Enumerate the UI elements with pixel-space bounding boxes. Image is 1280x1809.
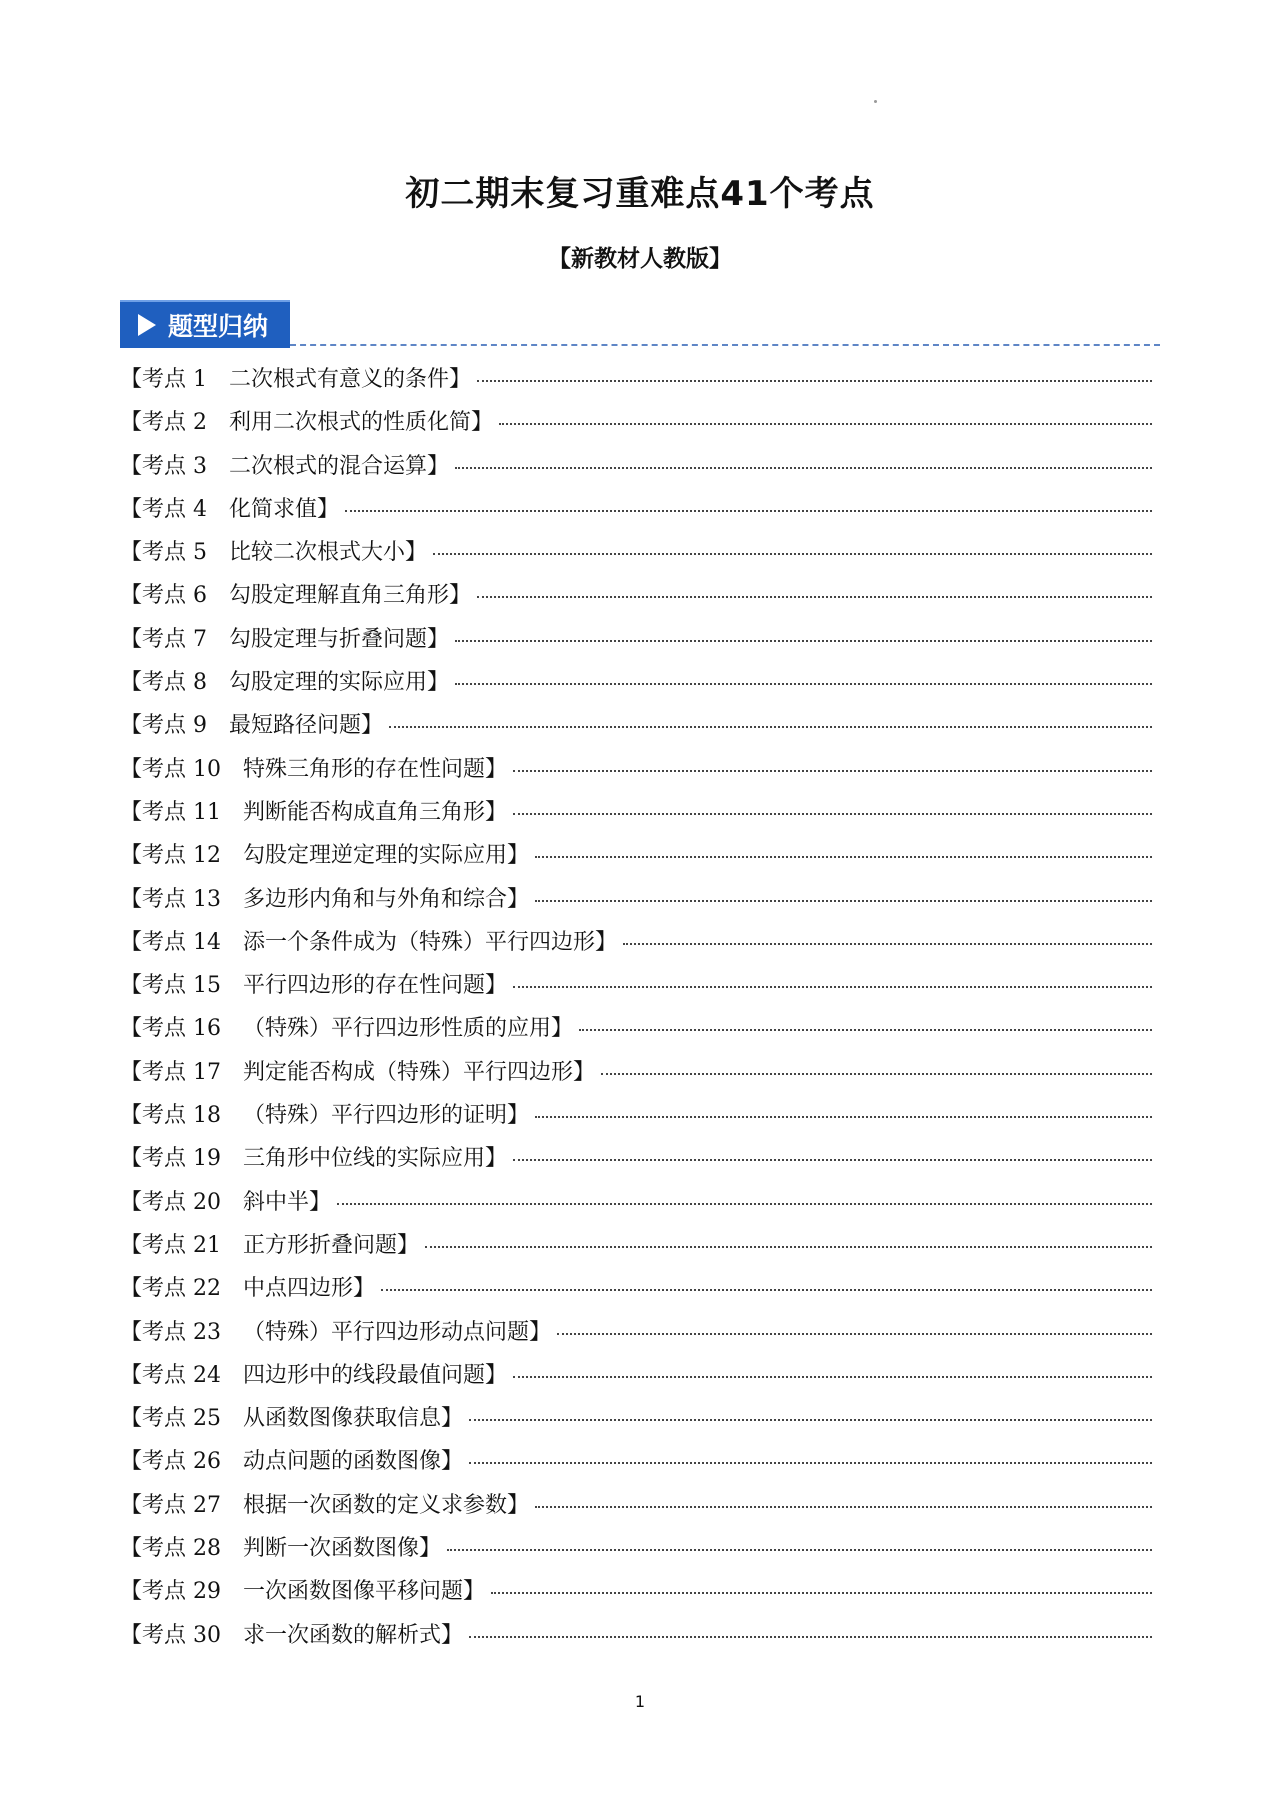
toc-item[interactable] [120, 795, 1152, 838]
toc-dot-leader [477, 380, 1152, 382]
toc-item[interactable] [120, 752, 1152, 795]
toc-item-title: 根据一次函数的定义求参数】 [243, 1492, 530, 1518]
toc-item-number: 【考点 30 [120, 1622, 221, 1648]
toc-item-number: 【考点 15 [120, 973, 221, 999]
toc-item-number: 【考点 26 [120, 1449, 221, 1475]
toc-item[interactable] [120, 1574, 1152, 1617]
toc-dot-leader [469, 1419, 1152, 1421]
toc-item-title: 三角形中位线的实际应用】 [243, 1146, 508, 1172]
toc-dot-leader [513, 813, 1152, 815]
toc-item[interactable] [120, 578, 1152, 621]
toc-dot-leader [389, 726, 1152, 728]
toc-item[interactable] [120, 1315, 1152, 1358]
toc-item-number: 【考点 20 [120, 1189, 221, 1215]
toc-dot-leader [477, 596, 1152, 598]
toc-item-number: 【考点 3 [120, 453, 207, 479]
toc-item-number: 【考点 11 [120, 799, 221, 825]
toc-item[interactable] [120, 535, 1152, 578]
toc-item-title: 从函数图像获取信息】 [243, 1406, 464, 1432]
toc-item-title: 一次函数图像平移问题】 [243, 1579, 486, 1605]
toc-item-number: 【考点 4 [120, 496, 207, 522]
toc-item-number: 【考点 27 [120, 1492, 221, 1518]
toc-dot-leader [455, 640, 1152, 642]
toc-item-title: 勾股定理与折叠问题】 [229, 626, 450, 652]
toc-item-number: 【考点 9 [120, 713, 207, 739]
toc-item-number: 【考点 17 [120, 1059, 221, 1085]
toc-item-number: 【考点 7 [120, 626, 207, 652]
toc-item[interactable] [120, 1358, 1152, 1401]
toc-item-title: 正方形折叠问题】 [243, 1232, 420, 1258]
toc-dot-leader [469, 1636, 1152, 1638]
toc-dot-leader [491, 1592, 1152, 1594]
toc-item[interactable] [120, 405, 1152, 448]
toc-item[interactable] [120, 1531, 1152, 1574]
toc-dot-leader [469, 1462, 1152, 1464]
toc-item-title: 比较二次根式大小】 [229, 540, 428, 566]
toc-item[interactable] [120, 882, 1152, 925]
toc-item-title: 勾股定理的实际应用】 [229, 670, 450, 696]
toc-item[interactable] [120, 925, 1152, 968]
toc-item[interactable] [120, 1401, 1152, 1444]
toc-item[interactable] [120, 665, 1152, 708]
toc-item-number: 【考点 12 [120, 843, 221, 869]
toc-item-number: 【考点 29 [120, 1579, 221, 1605]
toc-item-number: 【考点 6 [120, 583, 207, 609]
toc-item-title: 判定能否构成（特殊）平行四边形】 [243, 1059, 596, 1085]
toc-dot-leader [513, 986, 1152, 988]
section-tab [120, 300, 290, 348]
toc-item-number: 【考点 22 [120, 1276, 221, 1302]
toc-dot-leader [623, 943, 1152, 945]
toc-item-number: 【考点 5 [120, 540, 207, 566]
toc-item-title: 求一次函数的解析式】 [243, 1622, 464, 1648]
play-triangle-icon [138, 314, 156, 336]
toc-item-number: 【考点 1 [120, 367, 207, 392]
toc-item[interactable] [120, 1141, 1152, 1184]
toc-dot-leader [557, 1333, 1152, 1335]
toc-item-number: 【考点 14 [120, 929, 221, 955]
toc-item-number: 【考点 21 [120, 1232, 221, 1258]
toc-item-title: （特殊）平行四边形动点问题】 [243, 1319, 552, 1345]
toc-item[interactable] [120, 1098, 1152, 1141]
toc-dot-leader [455, 683, 1152, 685]
toc-item[interactable] [120, 1618, 1152, 1661]
toc-dot-leader [579, 1029, 1152, 1031]
toc-item-title: 最短路径问题】 [229, 713, 384, 739]
toc-dot-leader [455, 467, 1152, 469]
toc-dot-leader [337, 1203, 1152, 1205]
toc-item-title: 多边形内角和与外角和综合】 [243, 886, 530, 912]
toc-item-title: 特殊三角形的存在性问题】 [243, 756, 508, 782]
section-header [120, 300, 1160, 348]
section-divider [290, 344, 1160, 346]
page-number: 1 [634, 1692, 646, 1711]
toc-item[interactable] [120, 1488, 1152, 1531]
toc-item-number: 【考点 10 [120, 756, 221, 782]
toc-item-number: 【考点 18 [120, 1103, 221, 1129]
toc-dot-leader [425, 1246, 1152, 1248]
toc-item-title: 四边形中的线段最值问题】 [243, 1362, 508, 1388]
toc-item-number: 【考点 28 [120, 1536, 221, 1562]
toc-item-title: 二次根式有意义的条件】 [229, 367, 472, 392]
toc-item[interactable] [120, 449, 1152, 492]
toc-dot-leader [513, 1376, 1152, 1378]
toc-dot-leader [345, 510, 1152, 512]
page-subtitle: 【新教材人教版】 [548, 245, 732, 272]
table-of-contents [120, 362, 1152, 1661]
toc-dot-leader [535, 856, 1152, 858]
toc-dot-leader [535, 900, 1152, 902]
toc-item-number: 【考点 16 [120, 1016, 221, 1042]
toc-item-title: 化简求值】 [229, 496, 340, 522]
toc-item-title: 添一个条件成为（特殊）平行四边形】 [243, 929, 618, 955]
toc-dot-leader [433, 553, 1152, 555]
toc-item[interactable] [120, 1185, 1152, 1228]
toc-item[interactable] [120, 1055, 1152, 1098]
toc-item-title: （特殊）平行四边形性质的应用】 [243, 1016, 574, 1042]
toc-item-title: 利用二次根式的性质化简】 [229, 410, 494, 436]
toc-dot-leader [447, 1549, 1152, 1551]
toc-item-number: 【考点 2 [120, 410, 207, 436]
toc-item-number: 【考点 25 [120, 1406, 221, 1432]
toc-dot-leader [499, 423, 1152, 425]
toc-dot-leader [535, 1506, 1152, 1508]
toc-item-title: 斜中半】 [243, 1189, 332, 1215]
toc-item-number: 【考点 19 [120, 1146, 221, 1172]
toc-item[interactable] [120, 708, 1152, 751]
toc-dot-leader [381, 1289, 1152, 1291]
toc-item-number: 【考点 8 [120, 670, 207, 696]
toc-dot-leader [513, 1159, 1152, 1161]
toc-item[interactable] [120, 968, 1152, 1011]
toc-item[interactable] [120, 362, 1152, 405]
toc-dot-leader [535, 1116, 1152, 1118]
toc-item[interactable] [120, 622, 1152, 665]
toc-dot-leader [601, 1073, 1152, 1075]
toc-item-title: 勾股定理逆定理的实际应用】 [243, 843, 530, 869]
toc-item[interactable] [120, 1228, 1152, 1271]
toc-item-title: 判断一次函数图像】 [243, 1536, 442, 1562]
toc-item[interactable] [120, 1271, 1152, 1314]
toc-item-title: 动点问题的函数图像】 [243, 1449, 464, 1475]
toc-item-number: 【考点 24 [120, 1362, 221, 1388]
page-title: 初二期末复习重难点41个考点 [405, 174, 875, 214]
toc-item-title: 判断能否构成直角三角形】 [243, 799, 508, 825]
section-label: 题型归纳 [168, 312, 269, 341]
toc-item-title: 中点四边形】 [243, 1276, 376, 1302]
toc-item-title: （特殊）平行四边形的证明】 [243, 1103, 530, 1129]
toc-item-title: 平行四边形的存在性问题】 [243, 973, 508, 999]
toc-item[interactable] [120, 492, 1152, 535]
scan-dot-mark [874, 100, 877, 103]
toc-item[interactable] [120, 1011, 1152, 1054]
toc-item-title: 勾股定理解直角三角形】 [229, 583, 472, 609]
toc-item[interactable] [120, 838, 1152, 881]
toc-item-number: 【考点 13 [120, 886, 221, 912]
toc-item-title: 二次根式的混合运算】 [229, 453, 450, 479]
toc-item-number: 【考点 23 [120, 1319, 221, 1345]
toc-item[interactable] [120, 1444, 1152, 1487]
toc-dot-leader [513, 770, 1152, 772]
